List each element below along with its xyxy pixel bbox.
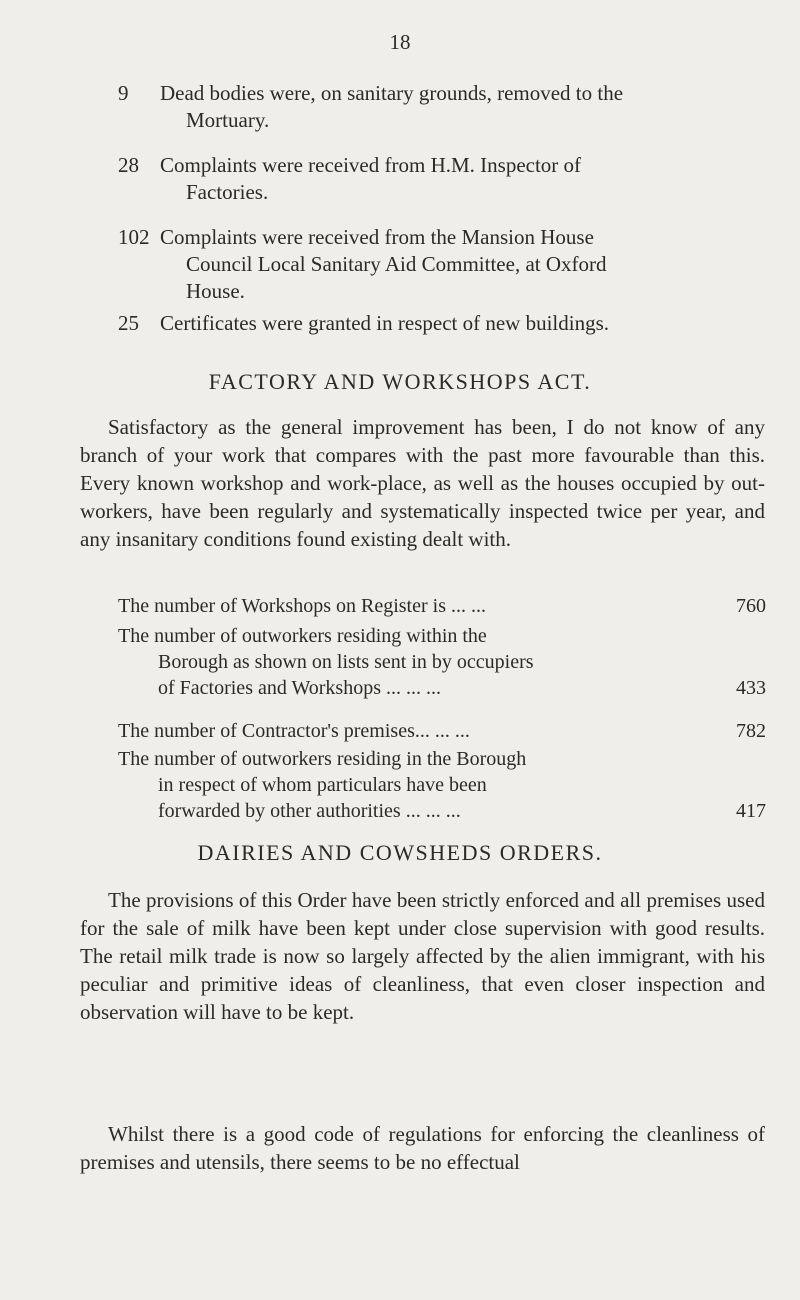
register-label — [118, 718, 648, 744]
stat-line: House. — [186, 279, 245, 303]
register-label — [118, 593, 648, 619]
register-line: The number of Workshops on Register is ... ... — [118, 595, 486, 617]
stat-number: 102 — [118, 225, 150, 249]
register-row-contractors — [118, 718, 766, 744]
page-number: 18 — [389, 30, 411, 54]
stat-number: 9 — [118, 81, 129, 105]
dairies-section-heading: DAIRIES AND COWSHEDS ORDERS. — [197, 840, 603, 865]
register-line: forwarded by other authorities ... ... ... — [158, 800, 461, 822]
register-line: Borough as shown on lists sent in by occupiers — [158, 651, 534, 673]
stat-line: Complaints were received from the Mansion House — [160, 225, 594, 249]
register-value: 417 — [736, 800, 766, 822]
stat-item-factory-complaints — [118, 152, 768, 206]
stat-text — [160, 224, 768, 305]
stat-number: 25 — [118, 311, 139, 335]
register-value: 760 — [736, 595, 766, 617]
register-line: The number of Contractor's premises... ... ... — [118, 720, 470, 742]
stat-number: 28 — [118, 153, 139, 177]
stat-text — [160, 152, 768, 206]
register-value: 433 — [736, 677, 766, 699]
register-label — [118, 746, 648, 824]
factory-section-heading: FACTORY AND WORKSHOPS ACT. — [208, 369, 592, 394]
register-line: The number of outworkers residing in the Borough — [118, 748, 527, 770]
dairies-paragraph-2 — [80, 1120, 765, 1176]
stat-line: Certificates were granted in respect of new buildings. — [160, 311, 610, 335]
dairies-paragraph-2-text: Whilst there is a good code of regulations for enforcing the cleanliness of premises and utensils, there seems to be no effectual — [80, 1122, 765, 1174]
stat-item-certificates — [118, 310, 768, 337]
register-row-outworkers-within — [118, 623, 766, 701]
stat-line: Mortuary. — [186, 108, 270, 132]
stat-line: Complaints were received from H.M. Inspector of — [160, 153, 582, 177]
factory-paragraph — [80, 413, 765, 553]
dairies-paragraph-1-text: The provisions of this Order have been strictly enforced and all premises used for the sale of milk have been kept under close supervision with good results. The retail milk trade is now so largely affected by the alien immigrant, with his peculiar and primitive ideas of cleanliness, that even closer inspection and observation will have to be kept. — [80, 888, 765, 1024]
stat-text — [160, 310, 768, 337]
register-label — [118, 623, 648, 701]
register-line: The number of outworkers residing within the — [118, 625, 487, 647]
stat-text — [160, 80, 768, 134]
register-line: in respect of whom particulars have been — [158, 774, 487, 796]
dairies-paragraph-1 — [80, 886, 765, 1026]
register-value: 782 — [736, 720, 766, 742]
stat-line: Factories. — [186, 180, 269, 204]
stat-line: Council Local Sanitary Aid Committee, at Oxford — [186, 252, 607, 276]
register-line: of Factories and Workshops ... ... ... — [158, 677, 441, 699]
stat-item-mansion-house-complaints — [118, 224, 768, 305]
stat-item-mortuary — [118, 80, 768, 134]
register-row-workshops — [118, 593, 766, 619]
factory-paragraph-text: Satisfactory as the general improvement has been, I do not know of any branch of your work that compares with the past more favourable than this. Every known workshop and work-place, as well as the houses occupied by out-workers, have been regularly and systematically inspected twice per year, and any insanitary conditions found existing dealt with. — [80, 415, 765, 551]
stat-line: Dead bodies were, on sanitary grounds, removed to the — [160, 81, 624, 105]
register-row-outworkers-other-authorities — [118, 746, 766, 824]
